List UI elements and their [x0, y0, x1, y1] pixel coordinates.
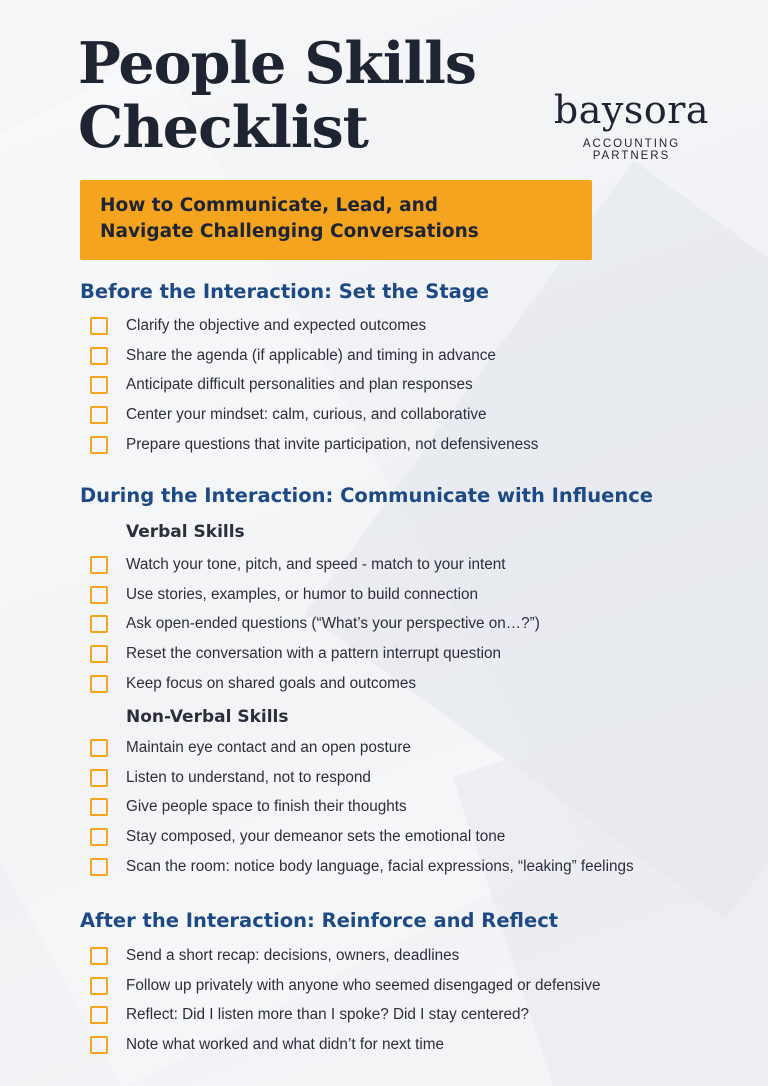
section-during	[80, 484, 653, 507]
checkbox[interactable]	[90, 317, 108, 335]
checklist-item-label: Use stories, examples, or humor to build connection	[126, 585, 479, 603]
checklist-item	[90, 822, 750, 852]
checklist-verbal	[90, 550, 750, 699]
checklist-item	[90, 610, 750, 640]
checkbox[interactable]	[90, 675, 108, 693]
checkbox[interactable]	[90, 645, 108, 663]
section-before	[80, 280, 489, 303]
checkbox[interactable]	[90, 947, 108, 965]
checklist-item-label: Reflect: Did I listen more than I spoke? Did I stay centered?	[126, 1006, 530, 1024]
checklist-item-label: Keep focus on shared goals and outcomes	[126, 675, 416, 693]
checkbox[interactable]	[90, 798, 108, 816]
logo-name: baysora	[553, 88, 710, 132]
checkbox[interactable]	[90, 858, 108, 876]
checklist-item	[90, 639, 750, 669]
checklist-item-label: Anticipate difficult personalities and plan responses	[126, 376, 473, 394]
checklist-item-label: Follow up privately with anyone who seemed disengaged or defensive	[126, 976, 601, 994]
checklist-item	[90, 371, 750, 401]
section-heading-during: During the Interaction: Communicate with Influence	[80, 484, 654, 507]
checklist-item-label: Listen to understand, not to respond	[126, 768, 371, 786]
checklist-item	[90, 311, 750, 341]
checklist-item-label: Stay composed, your demeanor sets the emotional tone	[126, 828, 506, 846]
checkbox[interactable]	[90, 436, 108, 454]
section-heading-before: Before the Interaction: Set the Stage	[80, 280, 490, 303]
checklist-before	[90, 311, 750, 460]
page-title	[78, 32, 476, 160]
checklist-item-label: Note what worked and what didn’t for next time	[126, 1036, 445, 1054]
checklist-item-label: Maintain eye contact and an open posture	[126, 738, 411, 756]
checkbox[interactable]	[90, 1036, 108, 1054]
checklist-item	[90, 669, 750, 699]
checklist-item	[90, 763, 750, 793]
checklist-item	[90, 852, 750, 882]
banner-line-1: How to Communicate, Lead, and	[100, 195, 438, 216]
section-heading-after: After the Interaction: Reinforce and Reflect	[80, 909, 559, 932]
checklist-item	[90, 1001, 750, 1031]
checkbox[interactable]	[90, 1006, 108, 1024]
checklist-item	[90, 400, 750, 430]
checklist-item	[90, 580, 750, 610]
subheading-verbal: Verbal Skills	[126, 522, 245, 542]
checklist-item	[90, 793, 750, 823]
checklist-item-label: Watch your tone, pitch, and speed - match to your intent	[126, 555, 506, 573]
banner-line-2: Navigate Challenging Conversations	[100, 221, 479, 242]
checkbox[interactable]	[90, 828, 108, 846]
page-title-line-2: Checklist	[78, 94, 368, 161]
checklist-item-label: Scan the room: notice body language, facial expressions, “leaking” feelings	[126, 858, 634, 876]
checklist-item-label: Prepare questions that invite participation, not defensiveness	[126, 436, 539, 454]
section-after	[80, 909, 558, 932]
checkbox[interactable]	[90, 556, 108, 574]
logo-tagline: ACCOUNTING PARTNERS	[582, 138, 681, 162]
checklist-item	[90, 971, 750, 1001]
subheading-nonverbal: Non-Verbal Skills	[126, 707, 289, 727]
subtitle-banner	[80, 180, 592, 260]
checklist-item	[90, 341, 750, 371]
page-title-line-1: People Skills	[78, 30, 476, 97]
checklist-item-label: Send a short recap: decisions, owners, deadlines	[126, 946, 460, 964]
checklist-item-label: Give people space to finish their thoughts	[126, 798, 407, 816]
checkbox[interactable]	[90, 977, 108, 995]
checkbox[interactable]	[90, 586, 108, 604]
checkbox[interactable]	[90, 376, 108, 394]
checkbox[interactable]	[90, 347, 108, 365]
checklist-item	[90, 1030, 750, 1060]
checkbox[interactable]	[90, 769, 108, 787]
checklist-item	[90, 430, 750, 460]
checklist-nonverbal	[90, 733, 750, 882]
checkbox[interactable]	[90, 406, 108, 424]
checkbox[interactable]	[90, 739, 108, 757]
checkbox[interactable]	[90, 615, 108, 633]
checklist-item	[90, 733, 750, 763]
checklist-item	[90, 941, 750, 971]
checklist-item-label: Share the agenda (if applicable) and timing in advance	[126, 346, 496, 364]
checklist-after	[90, 941, 750, 1060]
checklist-item-label: Ask open-ended questions (“What’s your perspective on…?”)	[126, 615, 540, 633]
checklist-item-label: Clarify the objective and expected outcomes	[126, 316, 427, 334]
checklist-item-label: Reset the conversation with a pattern interrupt question	[126, 645, 501, 663]
company-logo	[549, 88, 714, 162]
checklist-item	[90, 550, 750, 580]
checklist-item-label: Center your mindset: calm, curious, and collaborative	[126, 406, 487, 424]
